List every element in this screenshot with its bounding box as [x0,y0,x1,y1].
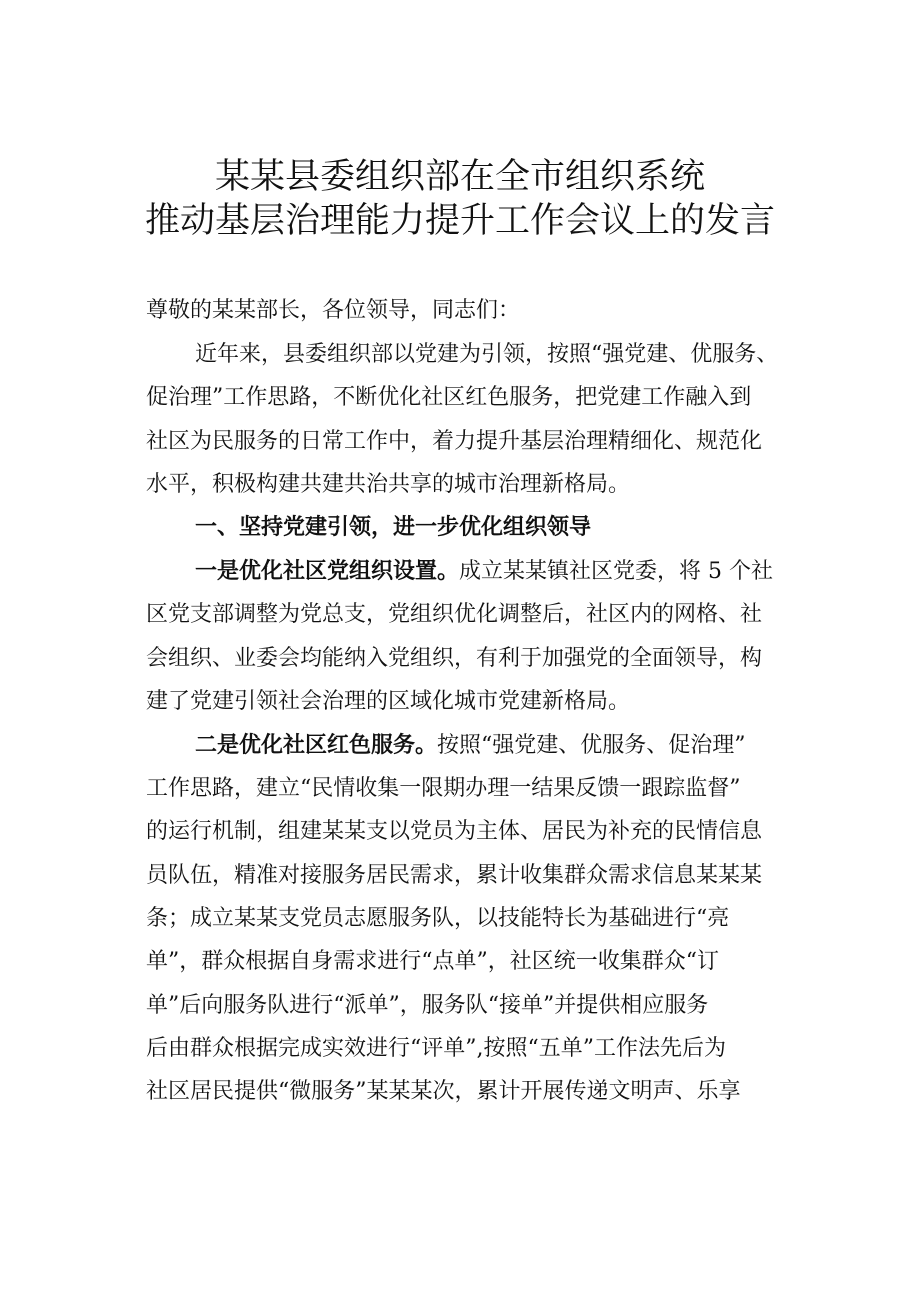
intro-line-2: 促治理”工作思路，不断优化社区红色服务，把党建工作融入到 [146,385,752,410]
paragraph-1-line-3: 会组织、业委会均能纳入党组织，有利于加强党的全面领导，构 [146,646,763,671]
paragraph-1-line-2: 区党支部调整为党总支，党组织优化调整后，社区内的网格、社 [146,602,763,627]
paragraph-2-line-1 [195,732,746,760]
paragraph-2-line-2: 工作思路，建立“民情收集一限期办理一结果反馈一跟踪监督” [146,776,741,801]
paragraph-2-line-5: 条；成立某某支党员志愿服务队，以技能特长为基础进行“亮 [146,906,730,931]
paragraph-1-line-1 [195,558,773,586]
salutation: 尊敬的某某部长，各位领导，同志们： [146,298,521,323]
document-title-line-1: 某某县委组织部在全市组织系统 [214,157,705,197]
paragraph-2-line-3: 的运行机制，组建某某支以党员为主体、居民为补充的民情信息 [146,819,763,844]
paragraph-2-line-7: 单”后向服务队进行“派单”，服务队“接单”并提供相应服务 [146,993,709,1018]
paragraph-2-line-9: 社区居民提供“微服务”某某某次，累计开展传递文明声、乐享 [146,1079,741,1104]
document-title-line-2: 推动基层治理能力提升工作会议上的发言 [144,201,775,241]
paragraph-2-line-6: 单”，群众根据自身需求进行“点单”，社区统一收集群众“订 [146,949,719,974]
paragraph-2-first-text: 按照“强党建、优服务、促治理” [437,733,746,758]
paragraph-1-line-4: 建了党建引领社会治理的区域化城市党建新格局。 [146,689,631,714]
paragraph-1-lead: 一是优化社区党组织设置。 [195,559,460,584]
paragraph-2-line-8: 后由群众根据完成实效进行“评单”,按照“五单”工作法先后为 [146,1036,726,1061]
paragraph-2-line-4: 员队伍，精准对接服务居民需求，累计收集群众需求信息某某某 [146,863,763,888]
paragraph-2-lead: 二是优化社区红色服务。 [195,733,438,758]
paragraph-1-first-text: 成立某某镇社区党委，将 5 个社 [459,559,774,584]
intro-line-1: 近年来，县委组织部以党建为引领，按照“强党建、优服务、 [195,342,779,367]
intro-line-3: 社区为民服务的日常工作中，着力提升基层治理精细化、规范化 [146,429,763,454]
intro-line-4: 水平，积极构建共建共治共享的城市治理新格局。 [146,472,631,497]
section-heading-1: 一、坚持党建引领，进一步优化组织领导 [195,515,592,540]
